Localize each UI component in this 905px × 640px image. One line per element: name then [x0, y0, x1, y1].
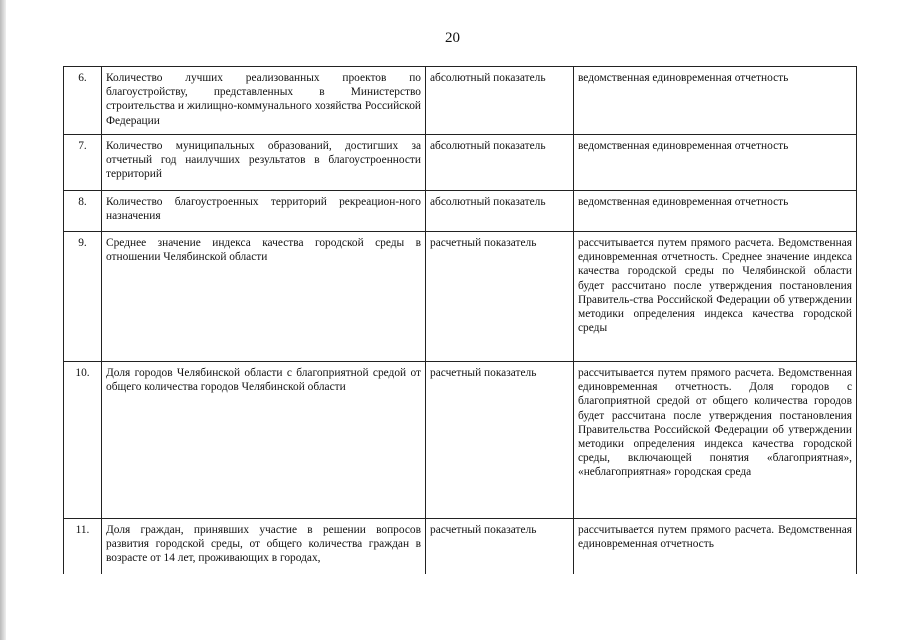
table-row: [64, 232, 857, 362]
indicator-type: абсолютный показатель: [426, 67, 574, 135]
row-number: 6.: [64, 67, 102, 135]
indicator-type: расчетный показатель: [426, 519, 574, 574]
page-number: 20: [445, 30, 460, 46]
row-number: 10.: [64, 362, 102, 519]
table-row: [64, 519, 857, 574]
row-number: 9.: [64, 232, 102, 362]
calculation-method: рассчитывается путем прямого расчета. Ведомственная единовременная отчетность: [574, 519, 857, 574]
calculation-method: ведомственная единовременная отчетность: [574, 67, 857, 135]
indicator-table: [63, 66, 857, 574]
row-number: 7.: [64, 135, 102, 191]
indicator-type: расчетный показатель: [426, 362, 574, 519]
indicator-name: Среднее значение индекса качества городской среды в отношении Челябинской области: [102, 232, 426, 362]
indicator-type: абсолютный показатель: [426, 191, 574, 232]
indicator-name: Количество муниципальных образований, достигших за отчетный год наилучших результатов в благоустроенности территорий: [102, 135, 426, 191]
indicator-name: Количество благоустроенных территорий рекреацион-ного назначения: [102, 191, 426, 232]
table-row: [64, 191, 857, 232]
calculation-method: ведомственная единовременная отчетность: [574, 191, 857, 232]
indicator-name: Доля городов Челябинской области с благоприятной средой от общего количества городов Челябинской области: [102, 362, 426, 519]
indicator-name: Количество лучших реализованных проектов по благоустройству, представленных в Министерство строительства и жилищно-коммунального хозяйства Российской Федерации: [102, 67, 426, 135]
calculation-method: рассчитывается путем прямого расчета. Ведомственная единовременная отчетность. Доля городов с благоприятной средой от общего количества городов будет рассчитана после утверждения постановления Правительства Российской Федерации об утверждении методики определения индекса качества городской среды, включающей понятия «благоприятная», «неблагоприятная» городская среда: [574, 362, 857, 519]
row-number: 11.: [64, 519, 102, 574]
calculation-method: ведомственная единовременная отчетность: [574, 135, 857, 191]
indicator-name: Доля граждан, принявших участие в решении вопросов развития городской среды, от общего количества граждан в возрасте от 14 лет, проживающих в городах,: [102, 519, 426, 574]
table-row: [64, 67, 857, 135]
calculation-method: рассчитывается путем прямого расчета. Ведомственная единовременная отчетность. Среднее значение индекса качества городской среды по Челябинской области будет рассчитано после утверждения постановления Правитель-ства Российской Федерации об утверждении методики определения индекса качества городской среды: [574, 232, 857, 362]
table-row: [64, 135, 857, 191]
page-edge-shadow: [0, 0, 6, 640]
row-number: 8.: [64, 191, 102, 232]
indicator-type: абсолютный показатель: [426, 135, 574, 191]
indicator-type: расчетный показатель: [426, 232, 574, 362]
table-row: [64, 362, 857, 519]
